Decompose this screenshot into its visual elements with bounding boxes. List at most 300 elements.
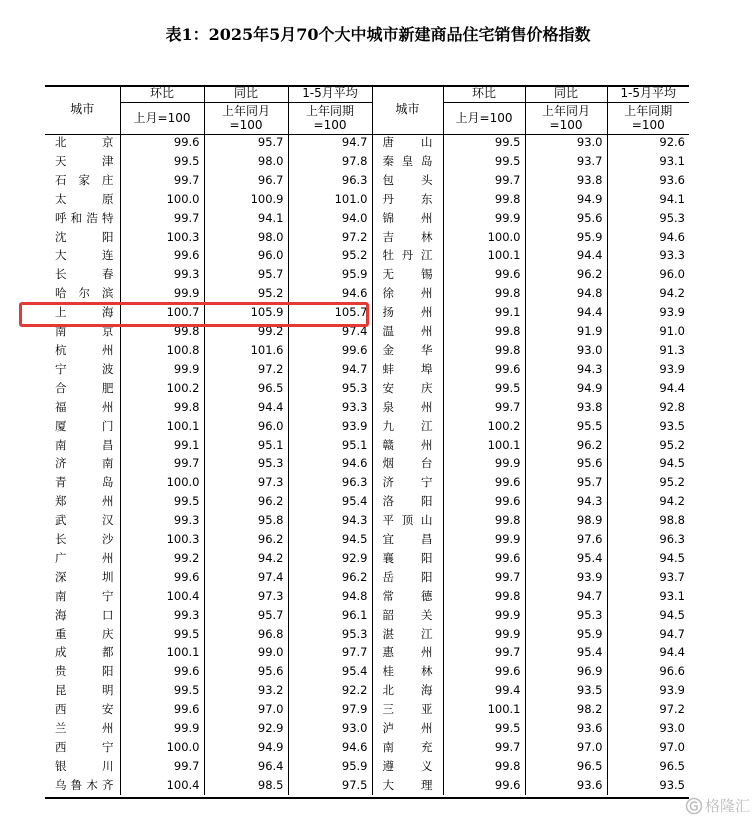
city-name-right: 湛江 <box>372 625 443 644</box>
yoy-value-left: 96.2 <box>204 530 288 549</box>
table-row <box>45 776 689 795</box>
table-body <box>45 133 689 795</box>
city-name-left: 长春 <box>55 267 114 282</box>
ytd-value-right: 93.9 <box>607 360 689 379</box>
yoy-value-right: 95.6 <box>525 209 607 228</box>
glh-logo-icon <box>685 797 703 815</box>
city-name-right: 韶关 <box>372 606 443 625</box>
ytd-value-left: 92.2 <box>288 681 372 700</box>
header-yoy-right: 同比 <box>525 85 607 103</box>
yoy-value-left: 100.9 <box>204 190 288 209</box>
mom-value-left: 99.3 <box>120 265 204 284</box>
city-name-left: 石家庄 <box>55 172 114 187</box>
ytd-value-right: 92.6 <box>607 133 689 152</box>
city-name-right: 蚌埠 <box>372 360 443 379</box>
mom-value-right: 99.1 <box>443 303 525 322</box>
table-row <box>45 284 689 303</box>
mom-value-left: 99.9 <box>120 284 204 303</box>
ytd-value-right: 94.6 <box>607 228 689 247</box>
table-row <box>45 171 689 190</box>
table-row <box>45 681 689 700</box>
city-name-left: 青岛 <box>55 475 114 490</box>
yoy-value-left: 96.7 <box>204 171 288 190</box>
ytd-value-left: 96.3 <box>288 473 372 492</box>
yoy-value-right: 96.2 <box>525 265 607 284</box>
mom-value-right: 99.8 <box>443 757 525 776</box>
mom-value-right: 100.1 <box>443 436 525 455</box>
mom-value-left: 99.5 <box>120 681 204 700</box>
ytd-value-left: 92.9 <box>288 549 372 568</box>
table-row <box>45 473 689 492</box>
ytd-value-left: 95.3 <box>288 379 372 398</box>
city-name-right: 牡丹江 <box>372 246 443 265</box>
mom-value-right: 99.8 <box>443 511 525 530</box>
mom-value-right: 99.7 <box>443 171 525 190</box>
yoy-value-right: 94.9 <box>525 190 607 209</box>
city-name-left: 杭州 <box>55 342 114 357</box>
ytd-value-left: 99.6 <box>288 341 372 360</box>
yoy-value-right: 98.2 <box>525 700 607 719</box>
ytd-value-left: 94.8 <box>288 587 372 606</box>
yoy-value-right: 95.5 <box>525 417 607 436</box>
mom-value-right: 99.8 <box>443 190 525 209</box>
table-row <box>45 625 689 644</box>
table-row <box>45 606 689 625</box>
yoy-value-left: 98.0 <box>204 228 288 247</box>
mom-value-right: 99.5 <box>443 379 525 398</box>
ytd-value-right: 98.8 <box>607 511 689 530</box>
watermark <box>685 795 750 816</box>
ytd-value-right: 95.3 <box>607 209 689 228</box>
mom-value-right: 99.8 <box>443 341 525 360</box>
city-name-left: 上海 <box>55 305 114 320</box>
ytd-value-left: 95.9 <box>288 265 372 284</box>
mom-value-right: 99.6 <box>443 549 525 568</box>
table-row <box>45 700 689 719</box>
header-ytd-right: 1-5月平均 <box>607 85 689 103</box>
yoy-value-right: 94.4 <box>525 303 607 322</box>
mom-value-right: 99.6 <box>443 473 525 492</box>
mom-value-left: 100.0 <box>120 473 204 492</box>
table-row <box>45 398 689 417</box>
city-name-left: 合肥 <box>55 380 114 395</box>
ytd-value-left: 94.6 <box>288 454 372 473</box>
mom-value-left: 99.8 <box>120 398 204 417</box>
mom-value-right: 99.6 <box>443 662 525 681</box>
city-name-left: 广州 <box>55 550 114 565</box>
yoy-value-left: 95.3 <box>204 454 288 473</box>
yoy-value-right: 94.4 <box>525 246 607 265</box>
ytd-value-right: 94.1 <box>607 190 689 209</box>
table-row <box>45 303 689 322</box>
table-row <box>45 530 689 549</box>
ytd-value-right: 95.2 <box>607 436 689 455</box>
mom-value-left: 99.5 <box>120 492 204 511</box>
mom-value-left: 99.8 <box>120 322 204 341</box>
yoy-value-right: 94.3 <box>525 360 607 379</box>
yoy-value-left: 94.2 <box>204 549 288 568</box>
watermark-text: 格隆汇 <box>704 797 750 815</box>
yoy-value-right: 93.6 <box>525 719 607 738</box>
yoy-value-left: 95.8 <box>204 511 288 530</box>
ytd-value-right: 97.0 <box>607 738 689 757</box>
mom-value-right: 99.5 <box>443 152 525 171</box>
yoy-value-left: 96.4 <box>204 757 288 776</box>
table-row <box>45 152 689 171</box>
mom-value-right: 100.1 <box>443 246 525 265</box>
yoy-value-left: 97.3 <box>204 587 288 606</box>
city-name-right: 扬州 <box>372 303 443 322</box>
yoy-value-right: 94.7 <box>525 587 607 606</box>
ytd-value-left: 97.4 <box>288 322 372 341</box>
city-name-left: 长沙 <box>55 532 114 547</box>
ytd-value-right: 93.6 <box>607 171 689 190</box>
mom-value-right: 99.9 <box>443 625 525 644</box>
city-name-right: 宜昌 <box>372 530 443 549</box>
ytd-value-left: 101.0 <box>288 190 372 209</box>
header-yoy-sub-left: 上年同月 =100 <box>204 103 288 134</box>
yoy-value-left: 95.2 <box>204 284 288 303</box>
yoy-value-left: 95.7 <box>204 265 288 284</box>
ytd-value-right: 94.2 <box>607 284 689 303</box>
header-city-left: 城市 <box>70 101 95 116</box>
yoy-value-right: 98.9 <box>525 511 607 530</box>
city-name-right: 无锡 <box>372 265 443 284</box>
mom-value-left: 100.1 <box>120 643 204 662</box>
mom-value-left: 99.2 <box>120 549 204 568</box>
mom-value-left: 99.6 <box>120 700 204 719</box>
city-name-left: 银川 <box>55 758 114 773</box>
city-name-left: 南昌 <box>55 437 114 452</box>
yoy-value-left: 96.0 <box>204 246 288 265</box>
ytd-value-right: 93.9 <box>607 681 689 700</box>
city-name-right: 包头 <box>372 171 443 190</box>
mom-value-left: 99.6 <box>120 133 204 152</box>
table-row <box>45 511 689 530</box>
yoy-value-right: 96.2 <box>525 436 607 455</box>
ytd-value-left: 95.2 <box>288 246 372 265</box>
mom-value-left: 99.6 <box>120 246 204 265</box>
city-name-left: 乌鲁木齐 <box>55 777 114 792</box>
mom-value-left: 100.4 <box>120 587 204 606</box>
yoy-value-right: 95.6 <box>525 454 607 473</box>
header-ytd-sub-right: 上年同期 =100 <box>607 103 689 134</box>
ytd-value-right: 96.5 <box>607 757 689 776</box>
city-name-right: 南充 <box>372 738 443 757</box>
table-row <box>45 436 689 455</box>
mom-value-right: 100.1 <box>443 700 525 719</box>
mom-value-left: 100.2 <box>120 379 204 398</box>
ytd-value-right: 96.6 <box>607 662 689 681</box>
table-row <box>45 417 689 436</box>
ytd-value-right: 93.1 <box>607 587 689 606</box>
table-row <box>45 133 689 152</box>
city-name-right: 泉州 <box>372 398 443 417</box>
ytd-value-left: 97.8 <box>288 152 372 171</box>
city-name-left: 济南 <box>55 456 114 471</box>
table-row <box>45 190 689 209</box>
mom-value-left: 99.7 <box>120 171 204 190</box>
ytd-value-left: 94.7 <box>288 133 372 152</box>
city-name-right: 桂林 <box>372 662 443 681</box>
mom-value-left: 99.9 <box>120 360 204 379</box>
yoy-value-left: 95.7 <box>204 606 288 625</box>
table-row <box>45 360 689 379</box>
city-name-left: 南宁 <box>55 588 114 603</box>
city-name-left: 天津 <box>55 153 114 168</box>
table-row <box>45 757 689 776</box>
yoy-value-right: 94.3 <box>525 492 607 511</box>
table-row <box>45 341 689 360</box>
yoy-value-left: 96.0 <box>204 417 288 436</box>
city-name-right: 赣州 <box>372 436 443 455</box>
city-name-left: 成都 <box>55 645 114 660</box>
mom-value-left: 100.8 <box>120 341 204 360</box>
table-row <box>45 738 689 757</box>
city-name-left: 厦门 <box>55 418 114 433</box>
ytd-value-right: 93.1 <box>607 152 689 171</box>
yoy-value-left: 93.2 <box>204 681 288 700</box>
yoy-value-left: 99.2 <box>204 322 288 341</box>
mom-value-right: 99.7 <box>443 398 525 417</box>
city-name-left: 宁波 <box>55 361 114 376</box>
ytd-value-left: 96.2 <box>288 568 372 587</box>
mom-value-right: 99.7 <box>443 738 525 757</box>
mom-value-right: 100.0 <box>443 228 525 247</box>
mom-value-left: 99.9 <box>120 719 204 738</box>
mom-value-left: 99.5 <box>120 625 204 644</box>
ytd-value-right: 94.5 <box>607 606 689 625</box>
yoy-value-left: 97.0 <box>204 700 288 719</box>
yoy-value-left: 98.0 <box>204 152 288 171</box>
ytd-value-left: 93.3 <box>288 398 372 417</box>
ytd-value-left: 93.0 <box>288 719 372 738</box>
mom-value-left: 99.6 <box>120 662 204 681</box>
city-name-left: 大连 <box>55 248 114 263</box>
table-row <box>45 228 689 247</box>
ytd-value-left: 95.3 <box>288 625 372 644</box>
city-name-right: 金华 <box>372 341 443 360</box>
mom-value-left: 99.7 <box>120 757 204 776</box>
yoy-value-left: 94.4 <box>204 398 288 417</box>
mom-value-left: 99.7 <box>120 454 204 473</box>
city-name-right: 唐山 <box>372 133 443 152</box>
city-name-right: 秦皇岛 <box>372 152 443 171</box>
city-name-right: 北海 <box>372 681 443 700</box>
table-row <box>45 568 689 587</box>
ytd-value-left: 97.5 <box>288 776 372 795</box>
yoy-value-left: 96.2 <box>204 492 288 511</box>
mom-value-left: 100.0 <box>120 738 204 757</box>
ytd-value-right: 96.0 <box>607 265 689 284</box>
mom-value-left: 100.3 <box>120 228 204 247</box>
city-name-right: 锦州 <box>372 209 443 228</box>
mom-value-left: 99.3 <box>120 511 204 530</box>
table-title: 表1：2025年5月70个大中城市新建商品住宅销售价格指数 <box>165 25 591 44</box>
mom-value-left: 99.6 <box>120 568 204 587</box>
table-row <box>45 549 689 568</box>
yoy-value-right: 95.9 <box>525 625 607 644</box>
mom-value-right: 99.8 <box>443 322 525 341</box>
header-city-right: 城市 <box>372 85 443 133</box>
city-name-right: 九江 <box>372 417 443 436</box>
city-name-right: 常德 <box>372 587 443 606</box>
ytd-value-left: 94.3 <box>288 511 372 530</box>
ytd-value-right: 94.7 <box>607 625 689 644</box>
city-name-right: 安庆 <box>372 379 443 398</box>
mom-value-left: 100.0 <box>120 190 204 209</box>
ytd-value-left: 94.7 <box>288 360 372 379</box>
city-name-right: 大理 <box>372 776 443 795</box>
yoy-value-right: 93.7 <box>525 152 607 171</box>
city-name-right: 泸州 <box>372 719 443 738</box>
yoy-value-left: 94.9 <box>204 738 288 757</box>
mom-value-left: 99.5 <box>120 152 204 171</box>
city-name-left: 北京 <box>55 135 114 149</box>
ytd-value-right: 91.0 <box>607 322 689 341</box>
yoy-value-right: 94.9 <box>525 379 607 398</box>
table-row <box>45 209 689 228</box>
yoy-value-right: 95.7 <box>525 473 607 492</box>
yoy-value-right: 97.0 <box>525 738 607 757</box>
yoy-value-left: 101.6 <box>204 341 288 360</box>
mom-value-right: 99.9 <box>443 606 525 625</box>
yoy-value-left: 95.7 <box>204 133 288 152</box>
city-name-left: 海口 <box>55 607 114 622</box>
table-row <box>45 322 689 341</box>
mom-value-left: 100.1 <box>120 417 204 436</box>
mom-value-right: 99.6 <box>443 492 525 511</box>
city-name-right: 洛阳 <box>372 492 443 511</box>
mom-value-right: 99.8 <box>443 587 525 606</box>
ytd-value-left: 105.7 <box>288 303 372 322</box>
mom-value-right: 100.2 <box>443 417 525 436</box>
yoy-value-left: 96.5 <box>204 379 288 398</box>
yoy-value-left: 97.4 <box>204 568 288 587</box>
yoy-value-right: 93.8 <box>525 398 607 417</box>
ytd-value-right: 95.2 <box>607 473 689 492</box>
city-name-left: 昆明 <box>55 683 114 698</box>
ytd-value-left: 93.9 <box>288 417 372 436</box>
city-name-right: 惠州 <box>372 643 443 662</box>
yoy-value-right: 93.6 <box>525 776 607 795</box>
ytd-value-left: 96.1 <box>288 606 372 625</box>
mom-value-right: 99.6 <box>443 776 525 795</box>
header-yoy-sub-right: 上年同月 =100 <box>525 103 607 134</box>
ytd-value-left: 97.2 <box>288 228 372 247</box>
ytd-value-right: 94.2 <box>607 492 689 511</box>
ytd-value-left: 97.9 <box>288 700 372 719</box>
ytd-value-right: 93.3 <box>607 246 689 265</box>
table-row <box>45 379 689 398</box>
yoy-value-left: 94.1 <box>204 209 288 228</box>
ytd-value-right: 92.8 <box>607 398 689 417</box>
city-name-right: 平顶山 <box>372 511 443 530</box>
yoy-value-right: 95.9 <box>525 228 607 247</box>
city-name-left: 重庆 <box>55 626 114 641</box>
mom-value-right: 99.5 <box>443 719 525 738</box>
ytd-value-left: 94.5 <box>288 530 372 549</box>
mom-value-left: 99.3 <box>120 606 204 625</box>
header-mom-sub-left: 上月=100 <box>120 103 204 134</box>
mom-value-right: 99.7 <box>443 568 525 587</box>
yoy-value-left: 95.6 <box>204 662 288 681</box>
city-name-left: 兰州 <box>55 721 114 736</box>
city-name-left: 呼和浩特 <box>55 210 114 225</box>
city-name-right: 烟台 <box>372 454 443 473</box>
city-name-left: 郑州 <box>55 494 114 509</box>
city-name-right: 岳阳 <box>372 568 443 587</box>
mom-value-right: 99.8 <box>443 284 525 303</box>
ytd-value-left: 94.6 <box>288 284 372 303</box>
yoy-value-right: 91.9 <box>525 322 607 341</box>
ytd-value-right: 93.7 <box>607 568 689 587</box>
city-name-left: 沈阳 <box>55 229 114 244</box>
yoy-value-right: 95.3 <box>525 606 607 625</box>
ytd-value-left: 95.1 <box>288 436 372 455</box>
mom-value-right: 99.7 <box>443 643 525 662</box>
ytd-value-left: 97.7 <box>288 643 372 662</box>
mom-value-right: 99.4 <box>443 681 525 700</box>
city-name-right: 徐州 <box>372 284 443 303</box>
city-name-left: 贵阳 <box>55 664 114 679</box>
ytd-value-right: 93.5 <box>607 417 689 436</box>
mom-value-right: 99.9 <box>443 530 525 549</box>
table-bottom-rule <box>45 797 689 799</box>
yoy-value-left: 98.5 <box>204 776 288 795</box>
header-mom-right: 环比 <box>443 85 525 103</box>
header-ytd-sub-left: 上年同期 =100 <box>288 103 372 134</box>
ytd-value-right: 94.5 <box>607 549 689 568</box>
city-name-left: 太原 <box>55 191 114 206</box>
yoy-value-right: 95.4 <box>525 643 607 662</box>
yoy-value-right: 94.8 <box>525 284 607 303</box>
table-row <box>45 587 689 606</box>
ytd-value-right: 94.4 <box>607 643 689 662</box>
city-name-left: 武汉 <box>55 513 114 528</box>
mom-value-left: 100.3 <box>120 530 204 549</box>
yoy-value-left: 92.9 <box>204 719 288 738</box>
yoy-value-left: 99.0 <box>204 643 288 662</box>
ytd-value-left: 94.6 <box>288 738 372 757</box>
yoy-value-left: 96.8 <box>204 625 288 644</box>
mom-value-right: 99.9 <box>443 454 525 473</box>
ytd-value-right: 93.9 <box>607 303 689 322</box>
table-row <box>45 492 689 511</box>
city-name-right: 襄阳 <box>372 549 443 568</box>
ytd-value-left: 96.3 <box>288 171 372 190</box>
city-name-left: 哈尔滨 <box>55 286 114 301</box>
price-index-table <box>45 85 689 795</box>
yoy-value-right: 93.9 <box>525 568 607 587</box>
city-name-right: 温州 <box>372 322 443 341</box>
header-ytd-left: 1-5月平均 <box>288 85 372 103</box>
city-name-right: 遵义 <box>372 757 443 776</box>
yoy-value-right: 93.5 <box>525 681 607 700</box>
ytd-value-left: 95.9 <box>288 757 372 776</box>
yoy-value-left: 97.3 <box>204 473 288 492</box>
yoy-value-right: 97.6 <box>525 530 607 549</box>
mom-value-left: 100.4 <box>120 776 204 795</box>
table-row <box>45 643 689 662</box>
city-name-left: 西安 <box>55 702 114 717</box>
ytd-value-right: 93.0 <box>607 719 689 738</box>
table-row <box>45 246 689 265</box>
city-name-left: 西宁 <box>55 740 114 754</box>
header-mom-sub-right: 上月=100 <box>443 103 525 134</box>
ytd-value-right: 96.3 <box>607 530 689 549</box>
yoy-value-left: 105.9 <box>204 303 288 322</box>
